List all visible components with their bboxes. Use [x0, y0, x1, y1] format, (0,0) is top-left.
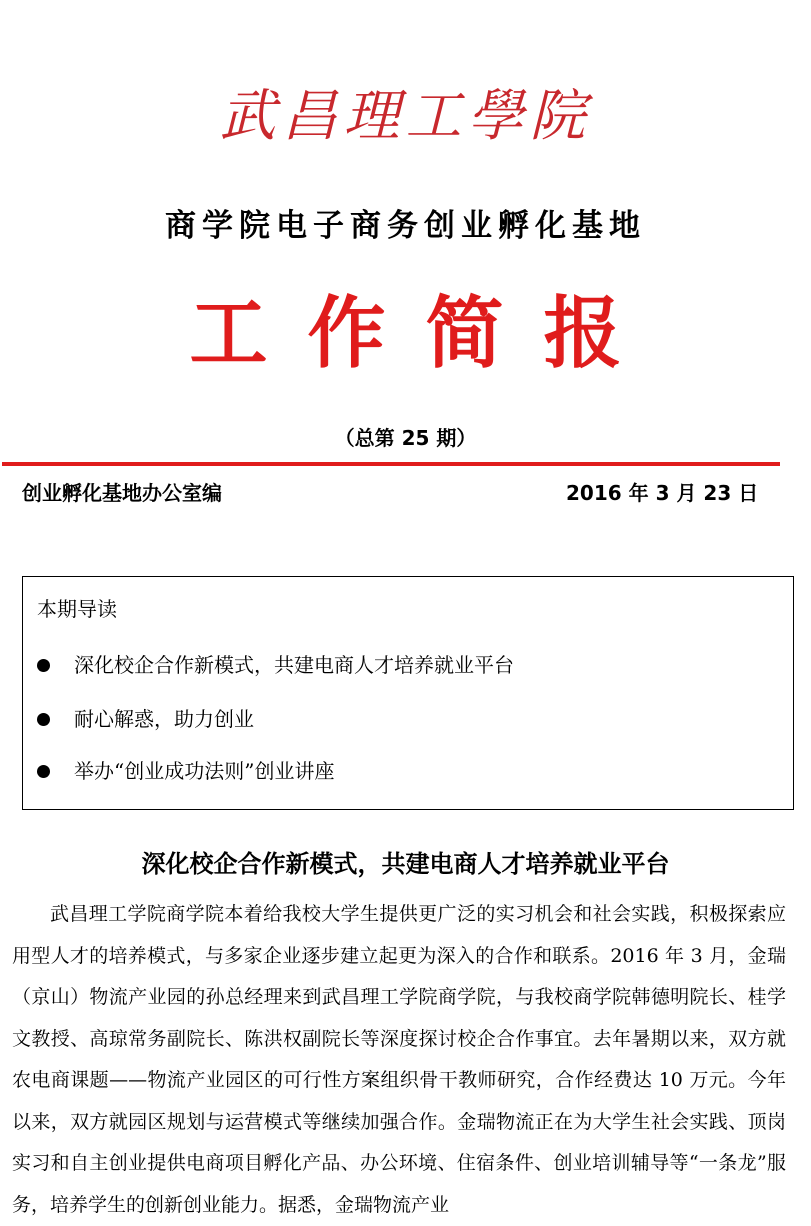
publish-date: 2016 年 3 月 23 日 — [566, 481, 759, 505]
brief-title: 工作简报 — [189, 288, 662, 379]
toc-item[interactable] — [37, 651, 514, 679]
editor-line: 创业孵化基地办公室编 — [22, 481, 222, 505]
base-title: 商学院电子商务创业孵化基地 — [165, 208, 646, 244]
toc-box — [22, 576, 794, 810]
header-divider — [2, 462, 780, 466]
toc-item-label: 深化校企合作新模式，共建电商人才培养就业平台 — [74, 653, 514, 677]
toc-item-label: 举办“创业成功法则”创业讲座 — [74, 759, 335, 783]
toc-item[interactable] — [37, 757, 334, 785]
toc-item-label: 耐心解惑，助力创业 — [74, 707, 254, 731]
issue-number: （总第 25 期） — [334, 426, 477, 450]
article-title: 深化校企合作新模式，共建电商人才培养就业平台 — [141, 849, 670, 878]
school-name-logo: 武昌理工學院 — [219, 84, 592, 149]
toc-heading: 本期导读 — [37, 597, 117, 621]
article-body — [12, 894, 786, 1226]
bullet-icon — [37, 659, 50, 672]
bullet-icon — [37, 765, 50, 778]
article-paragraph: 武昌理工学院商学院本着给我校大学生提供更广泛的实习机会和社会实践，积极探索应用型人才的培养模式，与多家企业逐步建立起更为深入的合作和联系。2016 年 3 月，金瑞（京山）物流产业园的孙总经理来到武昌理工学院商学院，与我校商学院韩德明院长、桂学文教授、高琼常务副院长、陈洪权副院长等深度探讨校企合作事宜。去年暑期以来，双方就农电商课题——物流产业园区的可行性方案组织骨干教师研究，合作经费达 10 万元。今年以来，双方就园区规划与运营模式等继续加强合作。金瑞物流正在为大学生社会实践、顶岗实习和自主创业提供电商项目孵化产品、办公环境、住宿条件、创业培训辅导等“一条龙”服务，培养学生的创新创业能力。据悉，金瑞物流产业 — [12, 903, 786, 1216]
toc-item[interactable] — [37, 705, 254, 733]
bullet-icon — [37, 713, 50, 726]
